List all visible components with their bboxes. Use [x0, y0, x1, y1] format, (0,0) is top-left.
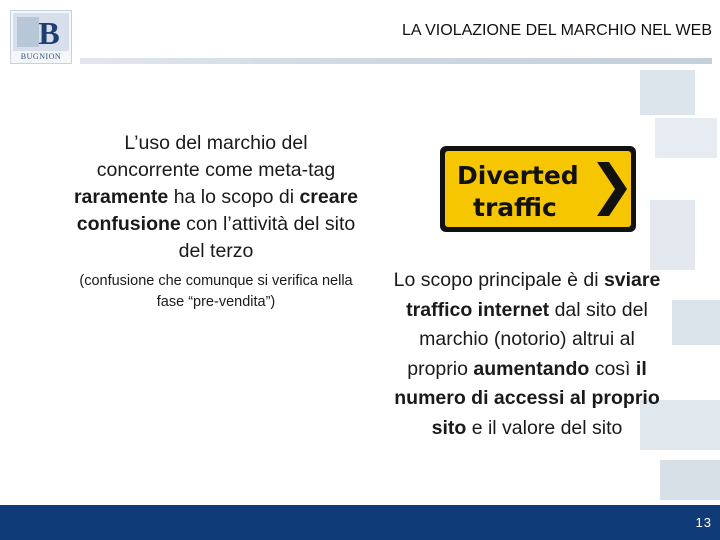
- decor-block: [655, 118, 717, 158]
- bugnion-logo: [10, 10, 72, 64]
- right-bold-2: aumentando: [473, 357, 590, 380]
- left-bold-creare-confusione: creare confusione: [76, 186, 359, 235]
- left-main-paragraph: [72, 130, 360, 265]
- right-bold-1: sviare traffico internet: [406, 269, 661, 321]
- sign-line-2: traffic: [473, 193, 557, 222]
- header-rule: [80, 58, 712, 64]
- decor-block: [672, 300, 720, 345]
- logo-b-icon: [13, 13, 69, 51]
- decor-block: [640, 70, 695, 115]
- decor-block: [660, 460, 720, 500]
- right-text-3: così: [589, 357, 636, 380]
- left-text-2: ha lo scopo di: [168, 186, 300, 208]
- footer-bar: [0, 505, 720, 540]
- logo-text: BUGNION: [20, 52, 62, 61]
- sign-line-1: Diverted: [457, 161, 579, 190]
- left-bold-raramente: raramente: [73, 186, 169, 208]
- slide-title: LA VIOLAZIONE DEL MARCHIO NEL WEB: [402, 22, 712, 39]
- left-text-block: [72, 130, 360, 313]
- page-number: 13: [695, 515, 712, 530]
- right-text-2: dal sito del marchio (notorio) altrui al proprio: [407, 298, 648, 380]
- right-text-block: [392, 266, 662, 443]
- left-text-3: con l’attività del sito del terzo: [178, 213, 356, 262]
- left-note: (confusione che comunque si verifica nella fase “pre-vendita”): [79, 273, 353, 310]
- road-sign-image: [437, 140, 642, 236]
- right-text-1: Lo scopo principale è di: [393, 269, 604, 291]
- diverted-traffic-sign: [437, 140, 642, 236]
- right-bold-3: il numero di accessi al proprio sito: [394, 357, 660, 439]
- right-text-4: e il valore del sito: [466, 416, 623, 439]
- logo-letter: B: [38, 15, 60, 51]
- decor-block: [650, 200, 695, 270]
- left-text-1: L’uso del marchio del concorrente come meta-tag: [96, 132, 336, 181]
